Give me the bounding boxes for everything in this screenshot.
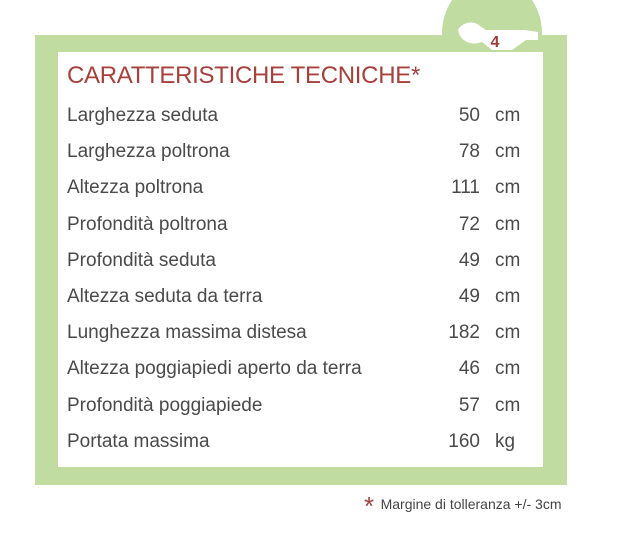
spec-unit: cm <box>495 249 521 271</box>
spec-label: Altezza poggiapiedi aperto da terra <box>67 358 362 380</box>
spec-row <box>67 98 537 134</box>
spec-unit: kg <box>495 430 516 452</box>
spec-value: 57 <box>458 394 480 416</box>
spec-row <box>67 207 537 243</box>
spec-unit: cm <box>495 322 521 344</box>
spec-row <box>67 243 537 279</box>
spec-label: Altezza seduta da terra <box>67 285 263 307</box>
spec-value: 46 <box>458 358 480 380</box>
spec-unit: cm <box>495 213 521 235</box>
spec-row <box>67 315 537 351</box>
spec-row <box>67 170 537 206</box>
spec-value: 160 <box>448 430 480 452</box>
spec-row <box>67 424 537 460</box>
spec-table <box>67 98 537 460</box>
spec-label: Larghezza poltrona <box>67 141 230 163</box>
spec-unit: cm <box>495 141 521 163</box>
spec-value: 72 <box>458 213 480 235</box>
spec-label: Profondità poltrona <box>67 213 228 235</box>
spec-value: 78 <box>458 141 480 163</box>
footnote-asterisk: * <box>364 491 375 521</box>
spec-label: Portata massima <box>67 430 210 452</box>
spec-unit: cm <box>495 177 521 199</box>
spec-row <box>67 134 537 170</box>
spec-row <box>67 351 537 387</box>
spec-unit: cm <box>495 394 521 416</box>
spec-row <box>67 388 537 424</box>
spec-unit: cm <box>495 285 521 307</box>
footnote-text: Margine di tolleranza +/- 3cm <box>380 495 562 512</box>
spec-unit: cm <box>495 105 521 126</box>
footnote <box>364 488 562 519</box>
badge-number: 4 <box>490 34 500 51</box>
spec-value: 49 <box>458 249 480 271</box>
spec-label: Altezza poltrona <box>67 177 204 199</box>
spec-unit: cm <box>495 358 521 380</box>
spec-label: Profondità seduta <box>67 249 216 271</box>
spec-value: 111 <box>451 177 480 199</box>
page-title: CARATTERISTICHE TECNICHE* <box>67 62 420 89</box>
spec-value: 50 <box>458 105 480 126</box>
spec-row <box>67 279 537 315</box>
spec-value: 49 <box>458 285 480 307</box>
spec-value: 182 <box>448 322 480 344</box>
spec-label: Larghezza seduta <box>67 105 219 126</box>
spec-label: Profondità poggiapiede <box>67 394 263 416</box>
spec-label: Lunghezza massima distesa <box>67 322 307 344</box>
